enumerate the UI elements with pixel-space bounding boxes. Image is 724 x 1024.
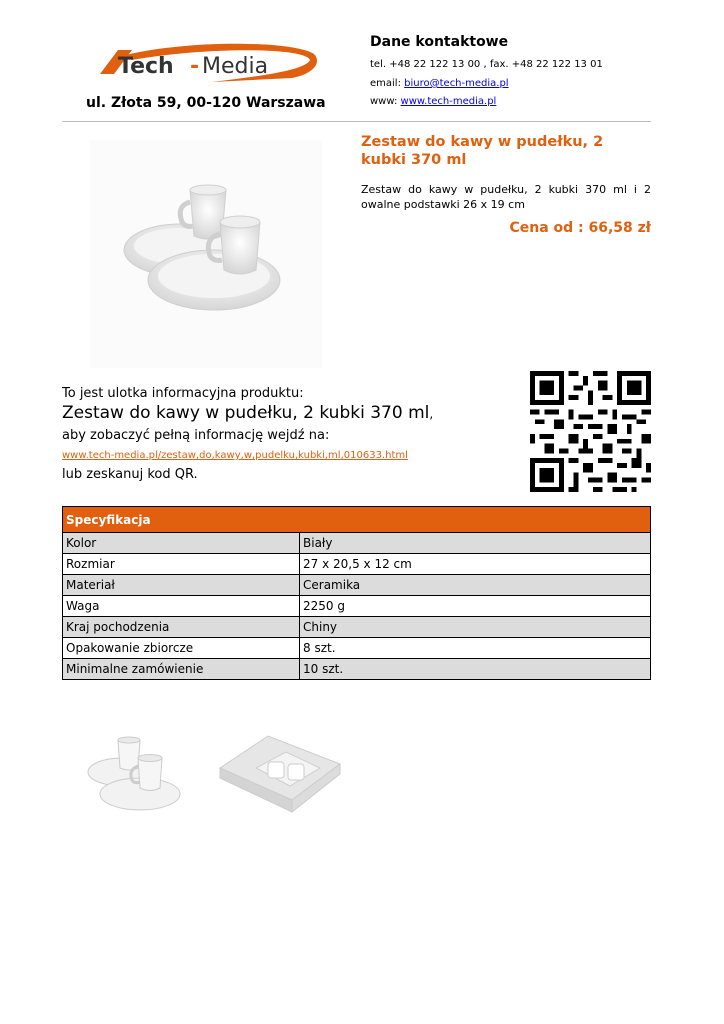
spec-table-header: Specyfikacja [63, 507, 651, 533]
spec-label: Kolor [63, 533, 300, 554]
spec-value: 8 szt. [300, 638, 651, 659]
spec-value: 10 szt. [300, 659, 651, 680]
info-product-suffix: , [429, 407, 434, 421]
phone-fax-line: tel. +48 22 122 13 00 , fax. +48 22 122 13 01 [370, 59, 603, 70]
spec-value: 27 x 20,5 x 12 cm [300, 554, 651, 575]
spec-label: Materiał [63, 575, 300, 596]
info-qr-text: lub zeskanuj kod QR. [62, 467, 198, 482]
spec-table [62, 506, 651, 680]
product-title: Zestaw do kawy w pudełku, 2 kubki 370 ml [361, 134, 604, 168]
spec-label: Opakowanie zbiorcze [63, 638, 300, 659]
table-row [63, 554, 651, 575]
www-line [370, 96, 496, 107]
spec-label: Minimalne zamówienie [63, 659, 300, 680]
info-product-name [62, 403, 433, 423]
logo-text-tech: Tech [118, 54, 174, 79]
product-price: Cena od : 66,58 zł [509, 220, 651, 236]
qr-code[interactable] [530, 371, 651, 492]
spec-value: Biały [300, 533, 651, 554]
table-row [63, 575, 651, 596]
info-product-name-text: Zestaw do kawy w pudełku, 2 kubki 370 ml [62, 403, 430, 423]
email-line [370, 78, 509, 89]
tech-media-logo [92, 40, 322, 90]
www-link[interactable]: www.tech-media.pl [400, 96, 497, 107]
info-cta: aby zobaczyć pełną informację wejdź na: [62, 428, 330, 443]
spec-value: Chiny [300, 617, 651, 638]
email-link[interactable]: biuro@tech-media.pl [404, 78, 509, 89]
table-row [63, 659, 651, 680]
spec-value: 2250 g [300, 596, 651, 617]
email-label: email: [370, 78, 405, 89]
header-divider [62, 121, 651, 122]
product-thumbnail-cups[interactable] [82, 728, 187, 818]
logo-text-media: Media [202, 54, 269, 79]
contact-title: Dane kontaktowe [370, 34, 509, 50]
table-row [63, 617, 651, 638]
spec-label: Rozmiar [63, 554, 300, 575]
product-description: Zestaw do kawy w pudełku, 2 kubki 370 ml i 2 owalne podstawki 26 x 19 cm [361, 183, 651, 211]
table-row [63, 596, 651, 617]
info-intro: To jest ulotka informacyjna produktu: [62, 386, 304, 401]
spec-value: Ceramika [300, 575, 651, 596]
product-image [90, 140, 322, 368]
table-row [63, 638, 651, 659]
table-row [63, 533, 651, 554]
spec-label: Waga [63, 596, 300, 617]
company-address: ul. Złota 59, 00-120 Warszawa [86, 95, 326, 111]
product-thumbnail-box[interactable] [216, 728, 344, 823]
spec-label: Kraj pochodzenia [63, 617, 300, 638]
product-link[interactable]: www.tech-media.pl/zestaw,do,kawy,w,pudelku,kubki,ml,010633.html [62, 450, 408, 461]
www-label: www: [370, 96, 401, 107]
logo-dash: - [190, 54, 200, 79]
